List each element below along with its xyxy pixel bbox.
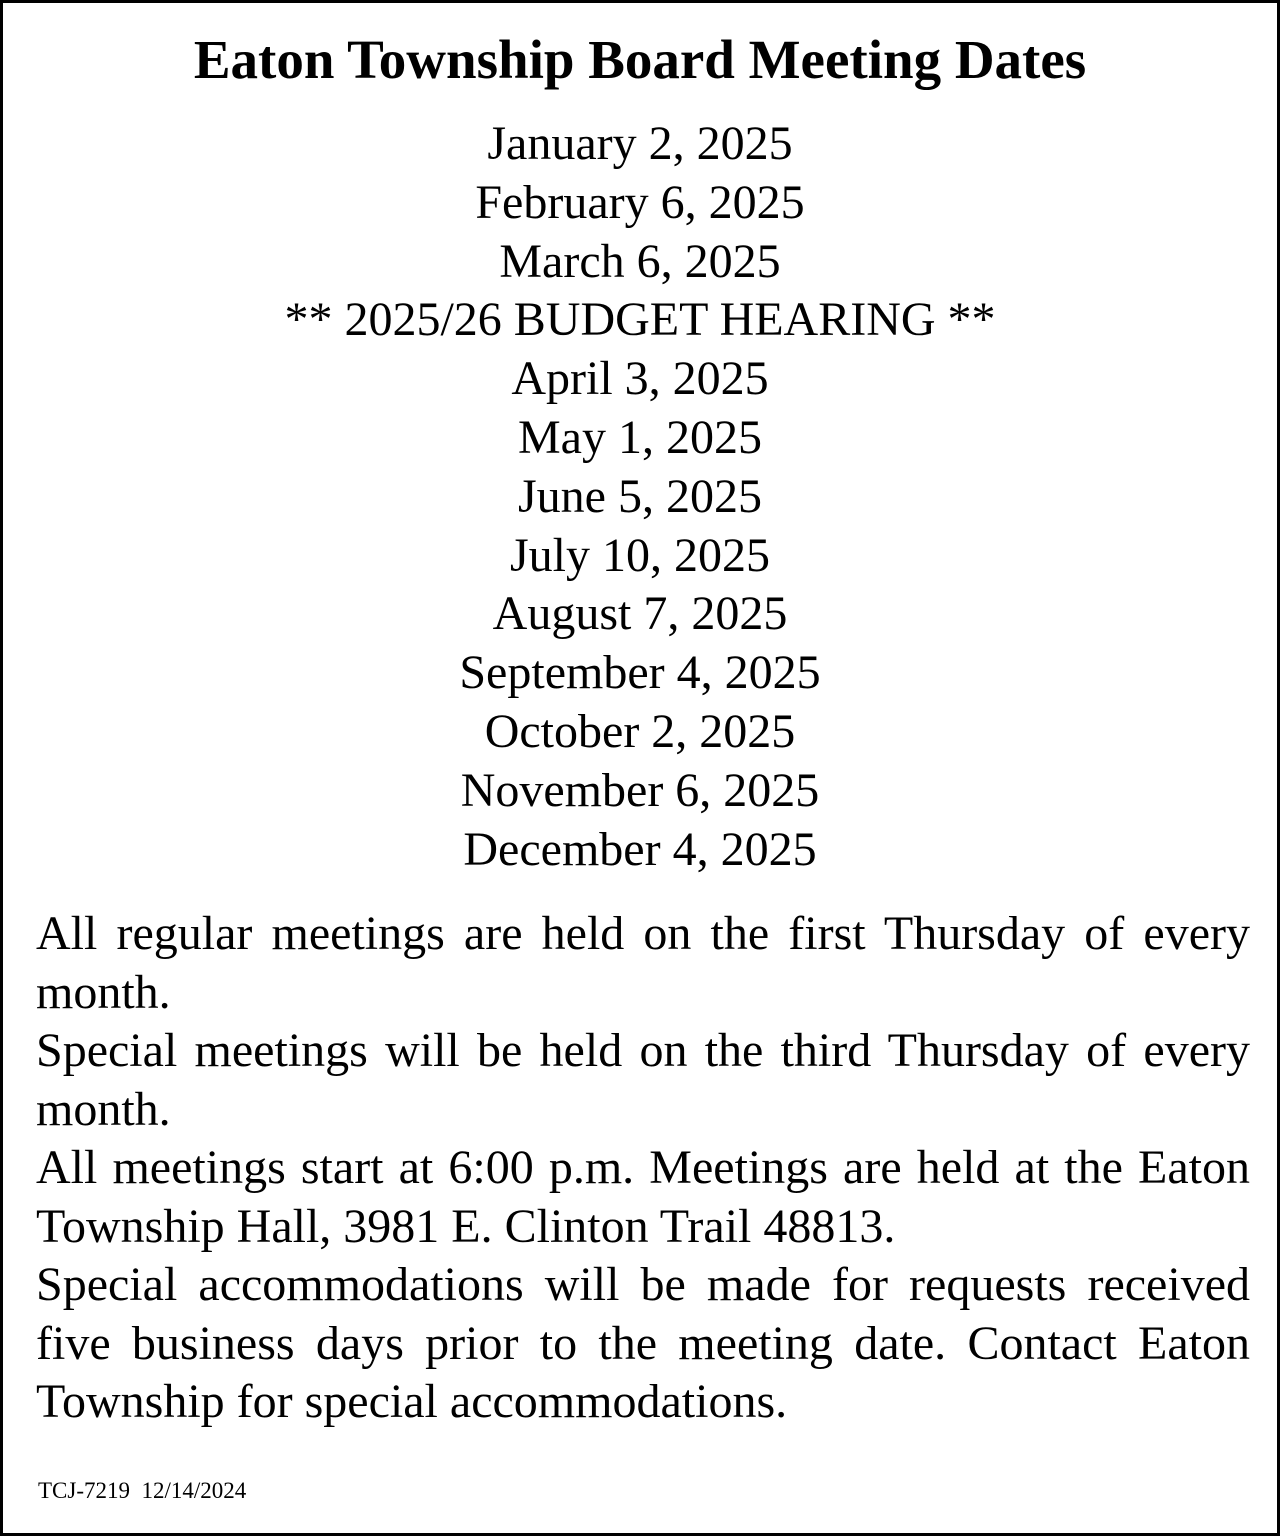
- notice-body: [36, 905, 1250, 1432]
- meeting-location-paragraph: All meetings start at 6:00 p.m. Meetings are held at the Eaton Township Hall, 3981 E. Clinton Trail 48813.: [36, 1141, 1250, 1253]
- meeting-date: January 2, 2025: [487, 117, 793, 170]
- meeting-date: March 6, 2025: [499, 234, 781, 288]
- budget-hearing-note: ** 2025/26 BUDGET HEARING **: [284, 293, 996, 347]
- meeting-date: June 5, 2025: [518, 469, 762, 523]
- meeting-date: February 6, 2025: [475, 175, 805, 229]
- meeting-date: December 4, 2025: [463, 822, 817, 876]
- accommodations-paragraph: Special accommodations will be made for requests received five business days prior to the meeting date. Contact Eaton Township for special accommodations.: [36, 1258, 1250, 1428]
- notice-title: Eaton Township Board Meeting Dates: [193, 29, 1087, 90]
- special-meetings-paragraph: Special meetings will be held on the third Thursday of every month.: [36, 1024, 1250, 1136]
- notice-footer: [38, 1476, 246, 1506]
- meeting-date: July 10, 2025: [509, 528, 770, 582]
- meeting-date: April 3, 2025: [511, 352, 769, 406]
- meeting-date: October 2, 2025: [484, 704, 796, 758]
- meeting-date: May 1, 2025: [518, 410, 762, 464]
- meeting-date: September 4, 2025: [459, 646, 821, 700]
- publication-date: 12/14/2024: [141, 1478, 247, 1503]
- meeting-date: November 6, 2025: [460, 763, 820, 817]
- meeting-dates-list: [3, 115, 1277, 879]
- meeting-date: August 7, 2025: [492, 587, 788, 641]
- regular-meetings-paragraph: All regular meetings are held on the first Thursday of every month.: [36, 907, 1250, 1019]
- ad-code: TCJ-7219: [38, 1478, 130, 1503]
